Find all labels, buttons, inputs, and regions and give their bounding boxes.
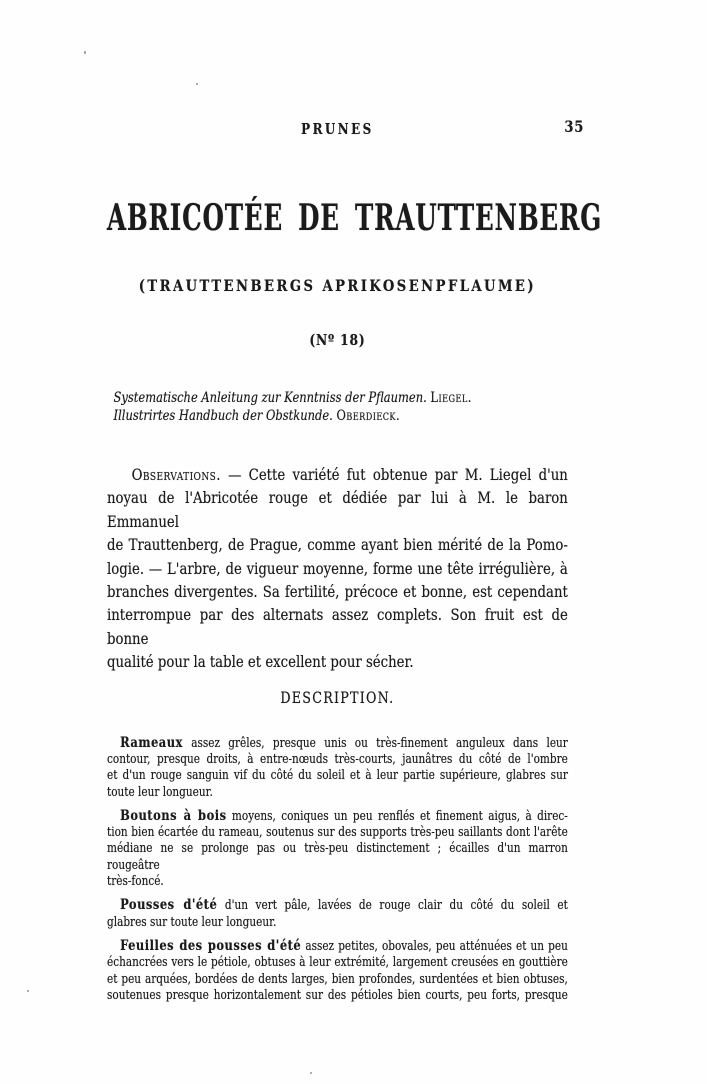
scan-speck [310, 1072, 312, 1074]
observations-label: Observations. [131, 465, 221, 484]
variety-title: ABRICOTÉE DE TRAUTTENBERG [107, 197, 603, 240]
variety-subtitle: (TRAUTTENBERGS APRIKOSENPFLAUME) [138, 276, 537, 295]
paragraph-text: moyens, coniques un peu renflés et finement aigus, à direc- [231, 808, 568, 824]
reference-author: Oberdieck. [336, 407, 401, 424]
observations-line: logie. — L'arbre, de vigueur moyenne, forme une tête irrégulière, à [107, 558, 568, 578]
page-number: 35 [564, 117, 585, 136]
observations-line: qualité pour la table et excellent pour sécher. [107, 652, 414, 672]
paragraph-line [107, 735, 568, 752]
references [107, 390, 568, 425]
observations-paragraph [107, 463, 568, 674]
paragraph-lead: Rameaux [120, 734, 183, 751]
observations-text: — Cette variété fut obtenue par M. Liegel d'un [228, 465, 568, 484]
paragraph-line: contour, presque droits, à entre-nœuds très-courts, jaunâtres du côté de l'ombre [107, 751, 568, 767]
paragraph-lead: Feuilles des pousses d'été [120, 937, 302, 954]
book-page [107, 0, 603, 1004]
paragraph-lead: Pousses d'été [120, 897, 218, 914]
scan-speck [27, 990, 29, 992]
paragraph-rameaux [107, 735, 568, 801]
paragraph-text: assez petites, obovales, peu atténuées et un peu [305, 938, 568, 954]
paragraph-text: assez grêles, presque unis ou très-finement anguleux dans leur [191, 735, 568, 751]
observations-line: branches divergentes. Sa fertilité, précoce et bonne, est cependant [107, 582, 568, 602]
description-heading: DESCRIPTION. [280, 688, 395, 707]
paragraph-line [107, 938, 568, 955]
paragraph-line: et d'un rouge sanguin vif du côté du soleil et à leur partie supérieure, glabres sur [107, 768, 568, 784]
running-head [107, 117, 585, 138]
paragraph-line [107, 808, 568, 825]
reference-author: Liegel. [430, 390, 472, 406]
running-title: PRUNES [301, 121, 374, 138]
paragraph-pousses-d-ete [107, 897, 568, 931]
paragraph-line: médiane ne se prolonge pas ou très-peu distinctement ; écailles d'un marron rougeâtre [107, 841, 568, 873]
observations-line: interrompue par des alternats assez complets. Son fruit est de bonne [107, 605, 568, 648]
paragraph-feuilles [107, 938, 568, 1004]
reference-line [114, 390, 568, 408]
variety-number: (Nº 18) [309, 331, 366, 349]
reference-line [114, 408, 568, 426]
paragraph-line: échancrées vers le pétiole, obtuses à leur extrémité, largement creusées en gouttière [107, 955, 568, 971]
paragraph-line [107, 897, 568, 914]
observations-line: noyau de l'Abricotée rouge et dédiée par lui à M. le baron Emmanuel [107, 488, 568, 531]
scan-speck [84, 51, 86, 54]
observations-line [107, 463, 568, 486]
paragraph-line: très-foncé. [107, 874, 164, 890]
reference-work: Systematische Anleitung zur Kenntniss der Pflaumen. [113, 390, 427, 406]
paragraph-line: tion bien écartée du rameau, soutenus sur des supports très-peu saillants dont l'arête [107, 825, 568, 841]
observations-line: de Trauttenberg, de Prague, comme ayant bien mérité de la Pomo- [107, 535, 568, 555]
paragraph-line: et peu arquées, bordées de dents larges, bien profondes, surdentées et bien obtuses, [107, 971, 568, 987]
paragraph-line: soutenues presque horizontalement sur des pétioles bien courts, peu forts, presque [107, 987, 568, 1003]
paragraph-text: d'un vert pâle, lavées de rouge clair du côté du soleil et [224, 898, 568, 914]
paragraph-line: glabres sur toute leur longueur. [107, 914, 277, 930]
paragraph-boutons-a-bois [107, 808, 568, 890]
scan-speck [196, 83, 198, 85]
reference-work: Illustrirtes Handbuch der Obstkunde. [113, 407, 333, 424]
paragraph-line: toute leur longueur. [107, 784, 213, 800]
paragraph-lead: Boutons à bois [120, 807, 227, 824]
